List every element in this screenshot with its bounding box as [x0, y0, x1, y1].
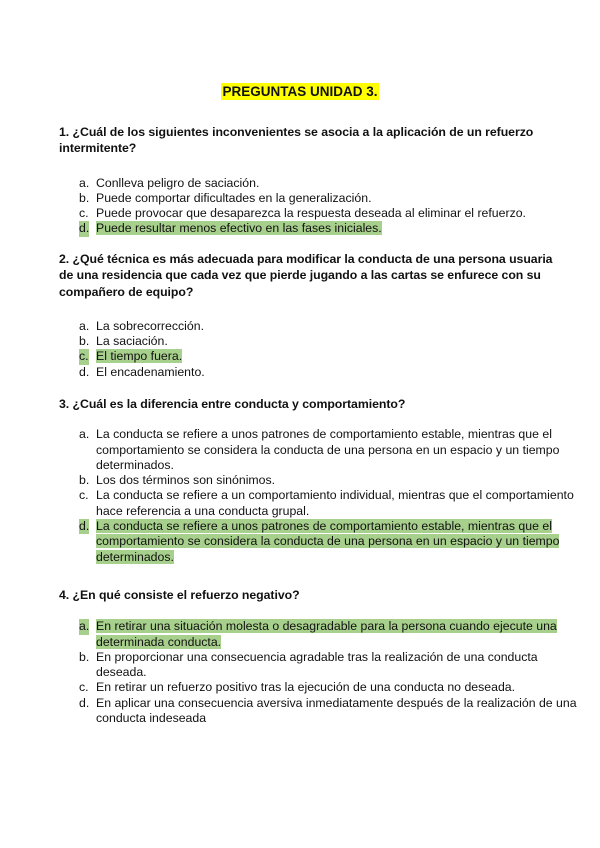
option-text: La saciación. — [96, 334, 168, 349]
option-2c-correct — [59, 349, 579, 364]
option-2b — [59, 334, 579, 349]
question-1-text: 1. ¿Cuál de los siguientes inconvenientes se asocia a la aplicación de un refuerzo intermitente? — [59, 125, 534, 156]
option-text: La sobrecorrección. — [96, 318, 204, 333]
option-letter: a. — [79, 427, 90, 442]
option-text: En proporcionar una consecuencia agradable tras la realización de una conducta deseada. — [96, 649, 538, 680]
option-text: El encadenamiento. — [96, 364, 205, 379]
option-letter: d. — [79, 364, 90, 379]
option-3c — [59, 488, 579, 519]
option-text-highlighted: Puede resultar menos efectivo en las fases iniciales. — [96, 221, 382, 236]
option-4c — [59, 680, 579, 695]
option-1a — [59, 176, 579, 191]
option-letter: c. — [79, 349, 89, 364]
option-text: La conducta se refiere a unos patrones de comportamiento estable, mientras que el comportamiento se considera la conducta de una persona en un espacio y un tiempo determinados. — [96, 427, 560, 472]
question-4-text: 4. ¿En qué consiste el refuerzo negativo? — [59, 588, 300, 602]
option-2d — [59, 365, 579, 380]
option-2a — [59, 319, 579, 334]
option-4a-correct — [59, 619, 579, 650]
page-title: PREGUNTAS UNIDAD 3. — [222, 84, 378, 99]
option-letter: d. — [79, 221, 90, 236]
option-text: En aplicar una consecuencia aversiva inmediatamente después de la realización de una conducta indeseada — [96, 695, 577, 726]
question-1 — [59, 124, 559, 237]
option-letter: a. — [79, 318, 90, 333]
question-2-text: 2. ¿Qué técnica es más adecuada para modificar la conducta de una persona usuaria de una residencia que cada vez que pierde jugando a las cartas se enfurece con su compañero de equipo? — [59, 252, 553, 299]
question-2-options — [59, 319, 559, 380]
option-letter: c. — [79, 488, 89, 503]
option-letter: b. — [79, 649, 90, 664]
option-1c — [59, 206, 579, 221]
option-text-highlighted: La conducta se refiere a unos patrones de comportamiento estable, mientras que el comportamiento se considera la conducta de una persona en un espacio y un tiempo determinados. — [96, 519, 560, 564]
option-1d-correct — [59, 221, 579, 236]
question-4-options — [59, 619, 577, 726]
question-3-options — [59, 427, 574, 565]
question-3 — [59, 396, 574, 565]
option-text-highlighted: El tiempo fuera. — [96, 349, 183, 364]
option-letter: d. — [79, 695, 90, 710]
option-letter: a. — [79, 175, 90, 190]
option-3a — [59, 427, 579, 473]
option-text: La conducta se refiere a un comportamiento individual, mientras que el comportamiento hace referencia a una conducta grupal. — [96, 488, 574, 518]
option-letter: a. — [79, 619, 90, 634]
option-text: Los dos términos son sinónimos. — [96, 473, 276, 488]
option-text: Conlleva peligro de saciación. — [96, 175, 260, 190]
title-wrap — [0, 83, 600, 101]
option-letter: b. — [79, 334, 90, 349]
option-3d-correct — [59, 519, 579, 565]
option-3b — [59, 473, 579, 488]
question-4 — [59, 587, 577, 726]
option-letter: d. — [79, 519, 90, 534]
option-text: Puede provocar que desaparezca la respuesta deseada al eliminar el refuerzo. — [96, 206, 526, 221]
option-text: En retirar un refuerzo positivo tras la ejecución de una conducta no deseada. — [96, 680, 516, 695]
option-letter: b. — [79, 190, 90, 205]
option-1b — [59, 191, 579, 206]
option-text-highlighted: En retirar una situación molesta o desagradable para la persona cuando ejecute una determinada conducta. — [96, 619, 557, 649]
question-1-options — [59, 176, 559, 237]
question-3-text: 3. ¿Cuál es la diferencia entre conducta y comportamiento? — [59, 397, 406, 411]
question-2 — [59, 251, 559, 380]
option-4b — [59, 650, 579, 681]
option-letter: c. — [79, 206, 89, 221]
option-letter: b. — [79, 473, 90, 488]
option-4d — [59, 696, 579, 727]
option-letter: c. — [79, 680, 89, 695]
option-text: Puede comportar dificultades en la generalización. — [96, 190, 372, 205]
